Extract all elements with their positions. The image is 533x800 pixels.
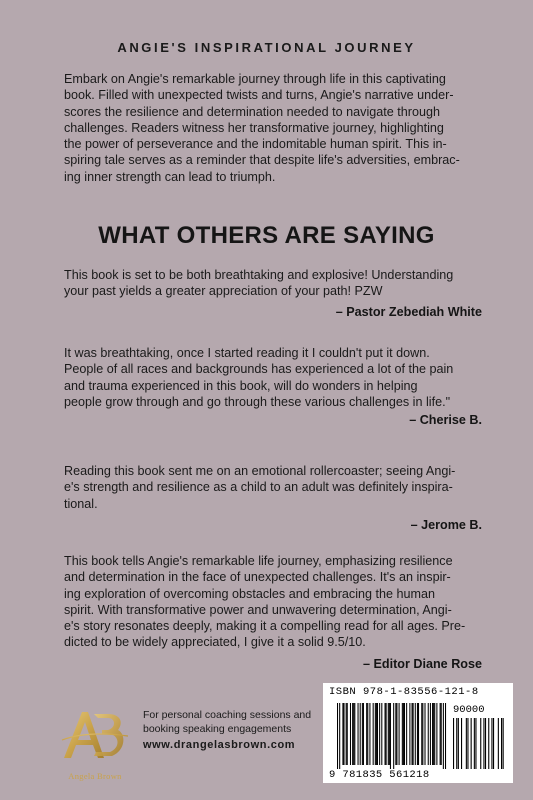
- barcode-bar: [377, 703, 378, 765]
- testimonial-3-author: – Jerome B.: [410, 518, 482, 532]
- barcode-bar: [389, 703, 390, 765]
- barcode-bar: [402, 703, 403, 765]
- contact-line-1: For personal coaching sessions and: [143, 709, 312, 721]
- barcode-bar: [386, 703, 387, 765]
- addon-bar: [493, 718, 494, 769]
- intro-line: the power of perseverance and the indomitable human spirit. This in-: [64, 137, 447, 152]
- barcode-bar: [399, 703, 400, 765]
- barcode-digits: 9 781835 561218: [329, 769, 430, 781]
- ab-monogram-logo-icon: [58, 700, 130, 772]
- barcode-bar: [366, 703, 367, 765]
- barcode-bar: [415, 703, 416, 765]
- barcode-bar: [346, 703, 347, 765]
- top-heading: ANGIE'S INSPIRATIONAL JOURNEY: [117, 40, 416, 55]
- barcode-bar: [417, 703, 418, 765]
- barcode-bar: [436, 703, 437, 765]
- barcode-bar: [350, 703, 351, 765]
- barcode-bar: [424, 703, 425, 765]
- barcode-bar: [412, 703, 413, 765]
- quote-line: e's strength and resilience as a child to an adult was definitely inspira-: [64, 480, 453, 495]
- barcode-bar: [381, 703, 382, 765]
- addon-bar: [503, 718, 504, 769]
- addon-bar: [471, 718, 472, 769]
- barcode-bar: [396, 703, 397, 765]
- isbn-barcode: [323, 683, 513, 783]
- barcode-bar: [393, 703, 394, 769]
- addon-bar: [488, 718, 489, 769]
- quote-line: It was breathtaking, once I started reading it I couldn't put it down.: [64, 346, 430, 360]
- intro-line: challenges. Readers witness her transformative journey, highlighting: [64, 120, 444, 135]
- addon-bar: [501, 718, 502, 769]
- quote-line: People of all races and backgrounds has experienced a lot of the pain: [64, 362, 454, 377]
- quote-line: your past yields a greater appreciation of your path! PZW: [64, 284, 383, 299]
- addon-bar: [458, 718, 459, 769]
- addon-bar: [475, 718, 476, 769]
- barcode-bar: [413, 703, 414, 765]
- intro-paragraph: [64, 71, 482, 185]
- barcode-bar: [375, 703, 376, 765]
- barcode-bar: [352, 703, 353, 765]
- testimonial-2-author: – Cherise B.: [409, 413, 482, 427]
- isbn-label: ISBN 978-1-83556-121-8: [329, 686, 479, 698]
- barcode-bar: [367, 703, 368, 765]
- addon-bar: [456, 718, 457, 769]
- intro-line: spiring tale serves as a reminder that despite life's adversities, embrac-: [64, 153, 460, 168]
- barcode-bar: [441, 703, 442, 765]
- quote-line: people grow through and go through these various challenges in life.": [64, 394, 451, 409]
- website-link[interactable]: www.drangelasbrown.com: [143, 739, 296, 751]
- barcode-bar: [445, 703, 446, 769]
- quote-line: ing exploration of overcoming obstacles and embracing the human: [64, 586, 436, 601]
- barcode-bar: [363, 703, 364, 765]
- quote-line: and determination in the face of unexpected challenges. It's an inspir-: [64, 570, 451, 585]
- testimonial-2-text: [64, 345, 482, 410]
- intro-line: scores the resilience and determination needed to navigate through: [64, 104, 440, 119]
- logo-caption: Angela Brown: [68, 771, 122, 781]
- barcode-bar: [418, 703, 419, 765]
- barcode-bar: [409, 703, 410, 765]
- intro-line: Embark on Angie's remarkable journey through life in this captivating: [64, 72, 446, 86]
- barcode-bar: [353, 703, 354, 765]
- barcode-bar: [432, 703, 433, 765]
- quote-line: tional.: [64, 496, 98, 511]
- barcode-bar: [337, 703, 338, 769]
- addon-bar: [498, 718, 499, 769]
- barcode-bar: [433, 703, 434, 765]
- barcode-bar: [343, 703, 344, 765]
- quote-line: spirit. With transformative power and unwavering determination, Angi-: [64, 602, 452, 617]
- addon-bar: [485, 718, 486, 769]
- barcode-bar: [354, 703, 355, 765]
- quote-line: This book is set to be both breathtaking and explosive! Understanding: [64, 268, 454, 282]
- intro-line: ing inner strength can lead to triumph.: [64, 169, 276, 184]
- addon-bar: [480, 718, 481, 769]
- addon-bar: [474, 718, 475, 769]
- testimonial-4-author: – Editor Diane Rose: [363, 657, 482, 671]
- quote-line: dicted to be widely appreciated, I give it a solid 9.5/10.: [64, 635, 366, 650]
- barcode-bar: [369, 703, 370, 765]
- barcode-bar: [403, 703, 404, 765]
- addon-bar: [453, 718, 454, 769]
- addon-bar: [467, 718, 468, 769]
- addon-bar: [466, 718, 467, 769]
- barcode-bar: [347, 703, 348, 765]
- barcode-bar: [440, 703, 441, 765]
- barcode-bar: [360, 703, 361, 765]
- price-addon-code: 90000: [453, 704, 485, 716]
- testimonial-3-text: [64, 463, 482, 512]
- barcode-bar: [362, 703, 363, 765]
- barcode-bar: [404, 703, 405, 765]
- barcode-bar: [388, 703, 389, 765]
- barcode-bars-icon: [323, 683, 513, 783]
- intro-line: book. Filled with unexpected twists and turns, Angie's narrative under-: [64, 88, 454, 103]
- contact-line-2: booking speaking engagements: [143, 723, 292, 735]
- barcode-bar: [434, 703, 435, 765]
- barcode-bar: [421, 703, 422, 765]
- barcode-bar: [373, 703, 374, 765]
- quote-line: Reading this book sent me on an emotional rollercoaster; seeing Angi-: [64, 464, 456, 478]
- quote-line: and trauma experienced in this book, will do wonders in helping: [64, 378, 418, 393]
- barcode-bar: [422, 703, 423, 765]
- barcode-bar: [390, 703, 391, 769]
- quote-line: e's story resonates deeply, making it a compelling read for all ages. Pre-: [64, 619, 466, 634]
- addon-bar: [491, 718, 492, 769]
- barcode-bar: [443, 703, 444, 769]
- barcode-bar: [379, 703, 380, 765]
- testimonial-1-author: – Pastor Zebediah White: [335, 305, 482, 319]
- barcode-bar: [385, 703, 386, 765]
- testimonial-1-text: [64, 267, 482, 300]
- barcode-bar: [339, 703, 340, 769]
- addon-bar: [483, 718, 484, 769]
- barcode-bar: [358, 703, 359, 765]
- barcode-bar: [342, 703, 343, 765]
- barcode-bar: [406, 703, 407, 765]
- barcode-bar: [395, 703, 396, 765]
- barcode-bar: [428, 703, 429, 765]
- testimonial-4-text: [64, 553, 482, 651]
- barcode-bar: [430, 703, 431, 765]
- section-title: WHAT OTHERS ARE SAYING: [98, 222, 435, 249]
- barcode-bar: [376, 703, 377, 765]
- addon-bar: [461, 718, 462, 769]
- quote-line: This book tells Angie's remarkable life journey, emphasizing resilience: [64, 554, 453, 568]
